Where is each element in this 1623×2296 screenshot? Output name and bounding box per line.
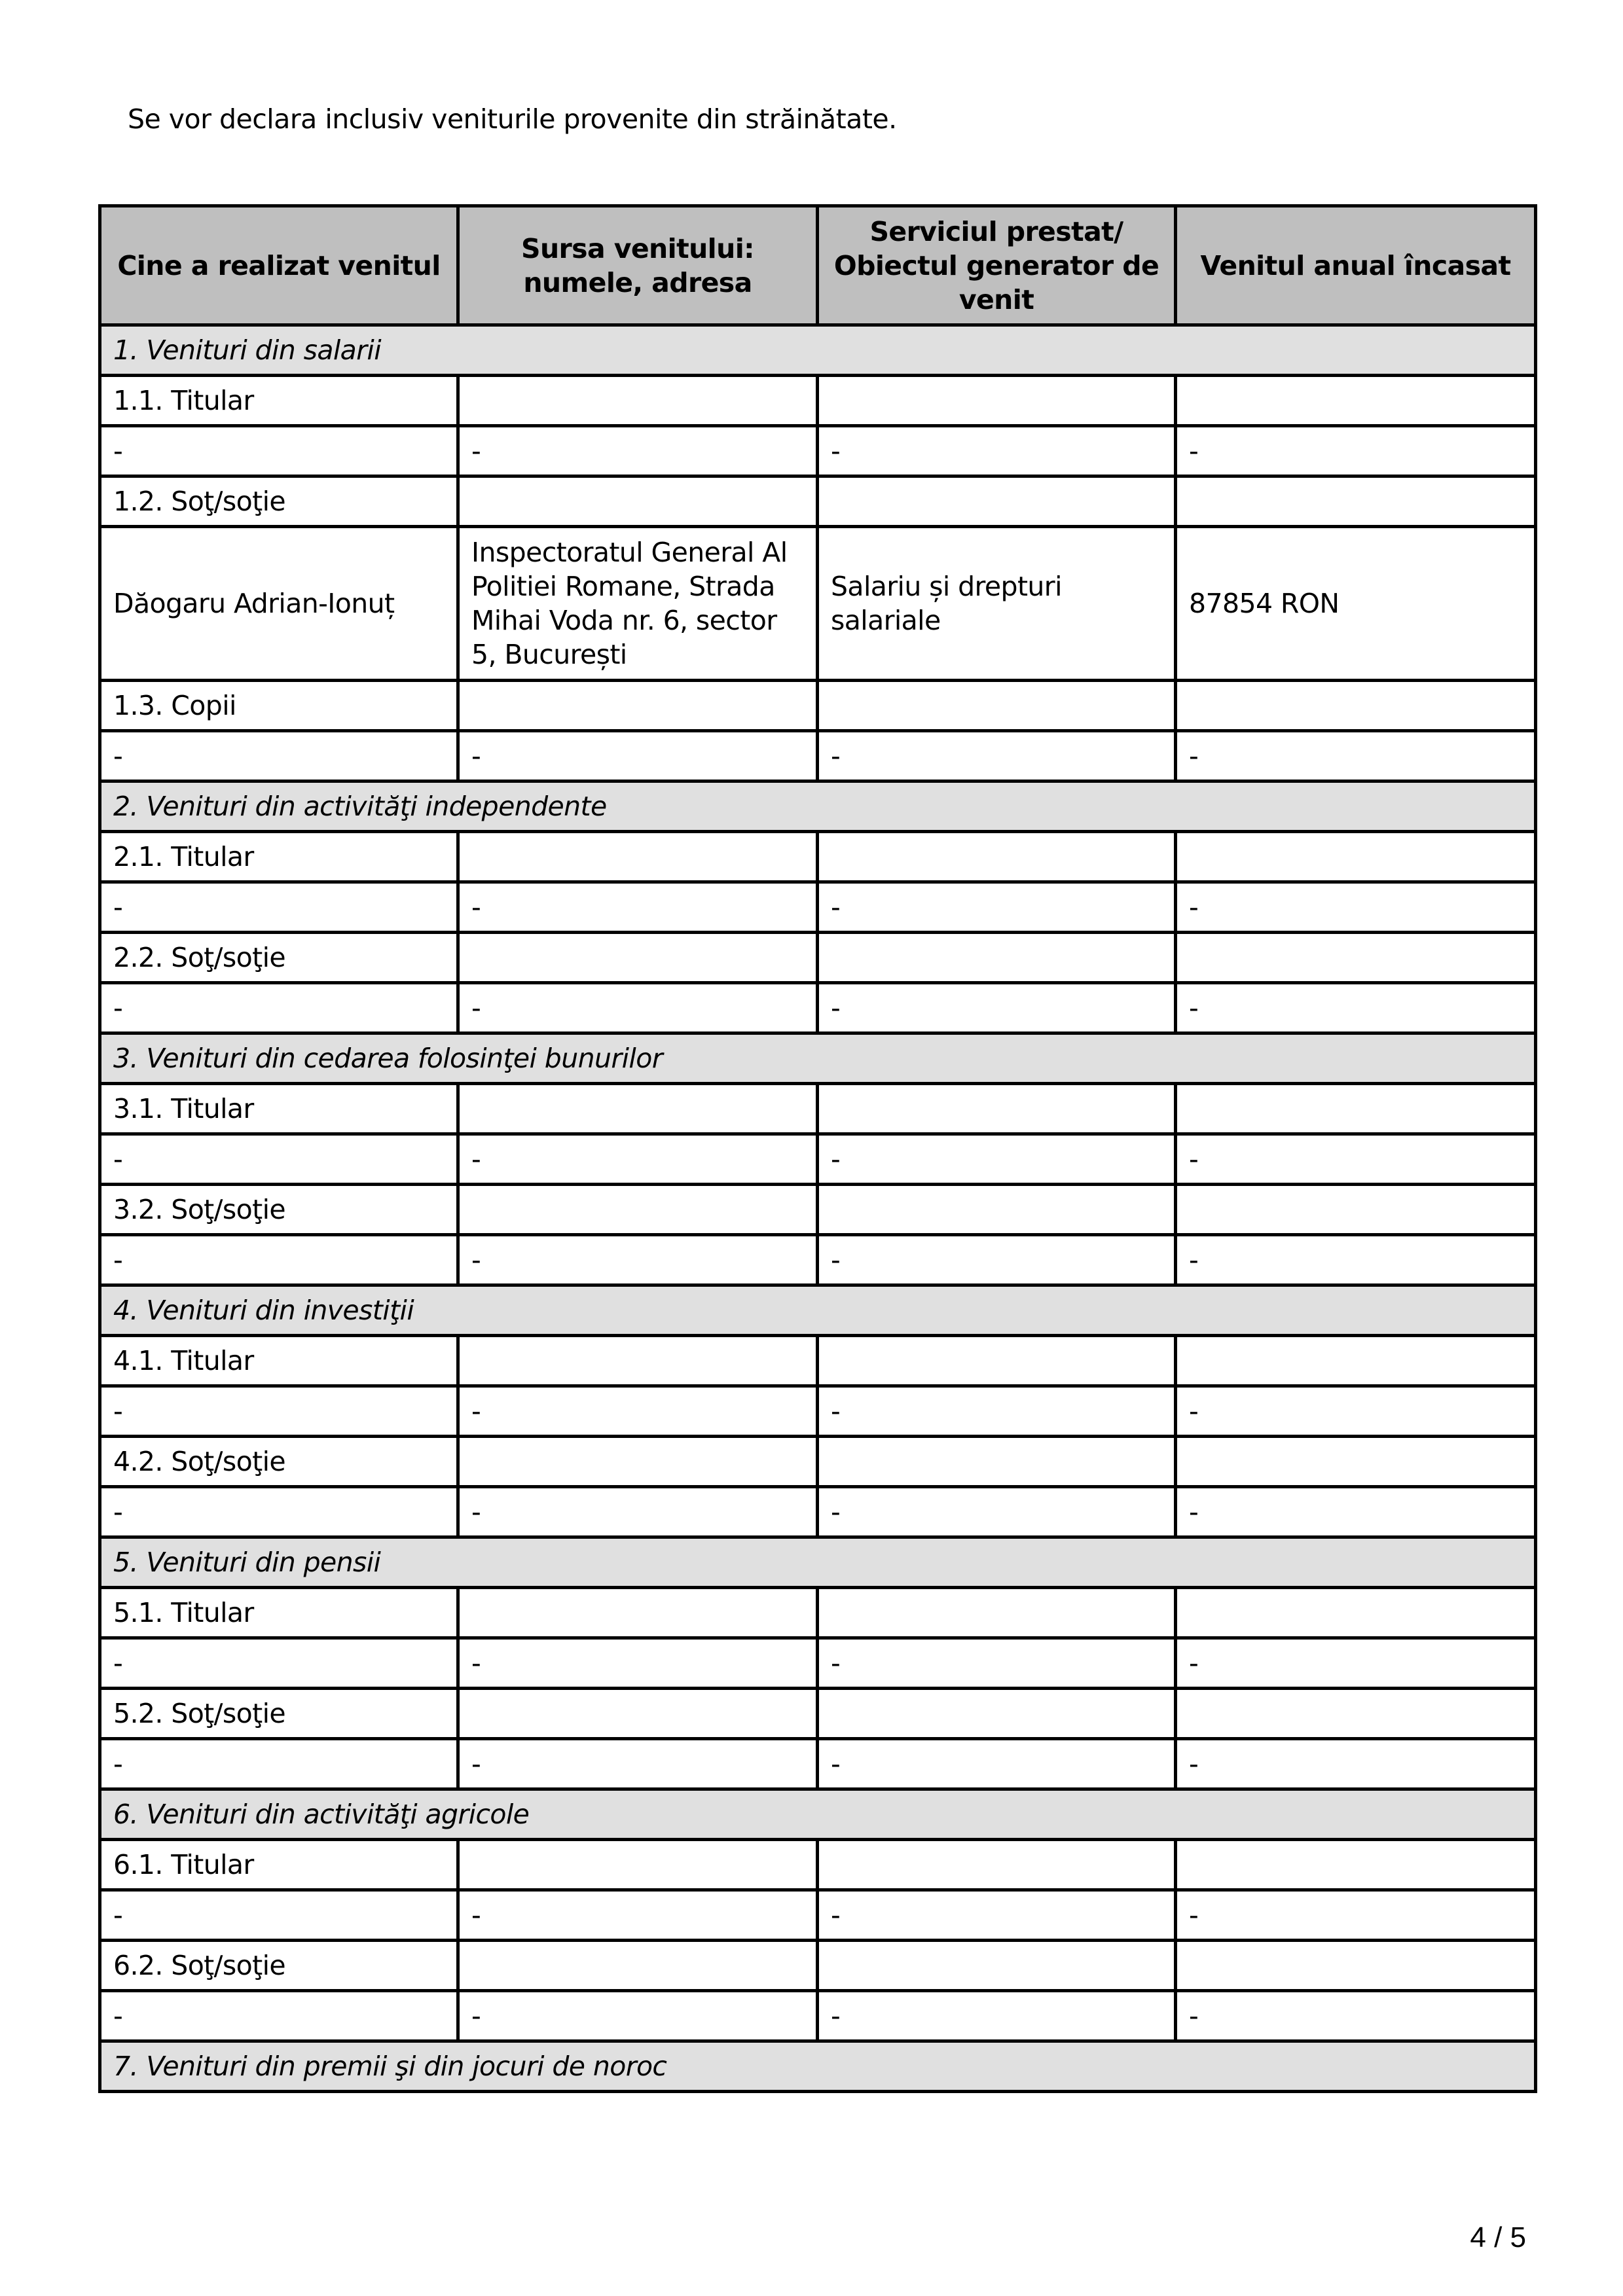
section-row xyxy=(100,1789,1536,1840)
cell-sursa: - xyxy=(458,1638,818,1689)
intro-note: Se vor declara inclusiv veniturile provenite din străinătate. xyxy=(128,103,897,135)
cell-cine: 2.1. Titular xyxy=(100,832,458,882)
cell-sursa xyxy=(458,376,818,426)
cell-cine: 5.2. Soţ/soţie xyxy=(100,1689,458,1739)
cell-venit: - xyxy=(1176,1134,1536,1185)
cell-sursa: - xyxy=(458,1134,818,1185)
cell-venit: - xyxy=(1176,983,1536,1033)
table-row xyxy=(100,1336,1536,1386)
table-row xyxy=(100,681,1536,731)
cell-cine: - xyxy=(100,426,458,476)
cell-sursa xyxy=(458,1185,818,1235)
cell-serviciu: - xyxy=(818,1890,1176,1941)
cell-sursa xyxy=(458,1084,818,1134)
cell-sursa: Inspectoratul General Al Politiei Romane, Strada Mihai Voda nr. 6, sector 5, București xyxy=(458,527,818,681)
cell-cine: - xyxy=(100,983,458,1033)
cell-venit: - xyxy=(1176,1487,1536,1537)
cell-venit xyxy=(1176,1185,1536,1235)
table-row xyxy=(100,476,1536,527)
header-sursa-venitului: Sursa venitului: numele, adresa xyxy=(458,206,818,325)
header-cine-a-realizat: Cine a realizat venitul xyxy=(100,206,458,325)
cell-sursa: - xyxy=(458,1487,818,1537)
cell-venit xyxy=(1176,1840,1536,1890)
section-title: 2. Venituri din activităţi independente xyxy=(100,781,1536,832)
header-venitul-anual: Venitul anual încasat xyxy=(1176,206,1536,325)
cell-serviciu: Salariu și drepturi salariale xyxy=(818,527,1176,681)
cell-serviciu xyxy=(818,1689,1176,1739)
cell-venit xyxy=(1176,476,1536,527)
cell-cine: - xyxy=(100,1487,458,1537)
cell-cine: - xyxy=(100,882,458,933)
table-header-row xyxy=(100,206,1536,325)
cell-serviciu: - xyxy=(818,882,1176,933)
cell-sursa xyxy=(458,1437,818,1487)
cell-serviciu xyxy=(818,376,1176,426)
table-row xyxy=(100,933,1536,983)
cell-serviciu: - xyxy=(818,1739,1176,1789)
cell-cine: - xyxy=(100,1638,458,1689)
table-row xyxy=(100,731,1536,781)
section-row xyxy=(100,1285,1536,1336)
cell-cine: 6.1. Titular xyxy=(100,1840,458,1890)
cell-serviciu: - xyxy=(818,1991,1176,2041)
cell-venit xyxy=(1176,1437,1536,1487)
cell-sursa: - xyxy=(458,1991,818,2041)
cell-sursa: - xyxy=(458,983,818,1033)
cell-serviciu xyxy=(818,1941,1176,1991)
table-row xyxy=(100,1890,1536,1941)
cell-venit: - xyxy=(1176,1235,1536,1285)
cell-sursa: - xyxy=(458,1890,818,1941)
cell-venit xyxy=(1176,1084,1536,1134)
cell-venit xyxy=(1176,1941,1536,1991)
income-table xyxy=(98,204,1537,2093)
section-row xyxy=(100,781,1536,832)
table-row xyxy=(100,1991,1536,2041)
cell-cine: - xyxy=(100,1991,458,2041)
cell-cine: 1.1. Titular xyxy=(100,376,458,426)
cell-sursa xyxy=(458,933,818,983)
section-row xyxy=(100,325,1536,376)
cell-cine: 4.1. Titular xyxy=(100,1336,458,1386)
cell-cine: - xyxy=(100,1739,458,1789)
cell-venit: - xyxy=(1176,882,1536,933)
cell-serviciu: - xyxy=(818,983,1176,1033)
table-row xyxy=(100,1638,1536,1689)
cell-serviciu: - xyxy=(818,426,1176,476)
cell-serviciu: - xyxy=(818,1134,1176,1185)
cell-cine: 3.1. Titular xyxy=(100,1084,458,1134)
table-row xyxy=(100,882,1536,933)
cell-sursa xyxy=(458,681,818,731)
table-row xyxy=(100,832,1536,882)
table-row xyxy=(100,1588,1536,1638)
income-table-body xyxy=(100,325,1536,2092)
cell-sursa xyxy=(458,1689,818,1739)
cell-serviciu: - xyxy=(818,1638,1176,1689)
cell-venit: - xyxy=(1176,731,1536,781)
cell-serviciu xyxy=(818,1437,1176,1487)
cell-cine: - xyxy=(100,1134,458,1185)
cell-sursa: - xyxy=(458,882,818,933)
table-row xyxy=(100,1185,1536,1235)
cell-sursa: - xyxy=(458,1235,818,1285)
cell-venit: - xyxy=(1176,426,1536,476)
cell-serviciu xyxy=(818,832,1176,882)
cell-cine: 1.2. Soţ/soţie xyxy=(100,476,458,527)
cell-venit xyxy=(1176,1689,1536,1739)
cell-serviciu xyxy=(818,476,1176,527)
cell-cine: Dăogaru Adrian-Ionuț xyxy=(100,527,458,681)
cell-serviciu xyxy=(818,1084,1176,1134)
cell-venit xyxy=(1176,376,1536,426)
cell-venit xyxy=(1176,1588,1536,1638)
section-title: 1. Venituri din salarii xyxy=(100,325,1536,376)
cell-sursa xyxy=(458,1941,818,1991)
cell-venit: - xyxy=(1176,1386,1536,1437)
section-row xyxy=(100,1537,1536,1588)
cell-sursa xyxy=(458,832,818,882)
section-title: 4. Venituri din investiţii xyxy=(100,1285,1536,1336)
cell-cine: 6.2. Soţ/soţie xyxy=(100,1941,458,1991)
table-row xyxy=(100,426,1536,476)
cell-venit xyxy=(1176,933,1536,983)
cell-cine: 5.1. Titular xyxy=(100,1588,458,1638)
cell-serviciu: - xyxy=(818,1386,1176,1437)
cell-serviciu xyxy=(818,933,1176,983)
table-row xyxy=(100,1739,1536,1789)
cell-venit: - xyxy=(1176,1991,1536,2041)
table-row xyxy=(100,1840,1536,1890)
section-title: 7. Venituri din premii şi din jocuri de noroc xyxy=(100,2041,1536,2092)
section-row xyxy=(100,2041,1536,2092)
section-row xyxy=(100,1033,1536,1084)
header-serviciul-prestat: Serviciul prestat/ Obiectul generator de venit xyxy=(818,206,1176,325)
cell-sursa: - xyxy=(458,1386,818,1437)
table-row xyxy=(100,1235,1536,1285)
cell-cine: 4.2. Soţ/soţie xyxy=(100,1437,458,1487)
cell-serviciu xyxy=(818,1588,1176,1638)
cell-venit xyxy=(1176,832,1536,882)
cell-sursa xyxy=(458,476,818,527)
cell-serviciu: - xyxy=(818,731,1176,781)
cell-venit: - xyxy=(1176,1890,1536,1941)
cell-serviciu xyxy=(818,1840,1176,1890)
cell-venit: - xyxy=(1176,1739,1536,1789)
cell-serviciu xyxy=(818,1336,1176,1386)
cell-sursa xyxy=(458,1336,818,1386)
table-row xyxy=(100,983,1536,1033)
section-title: 5. Venituri din pensii xyxy=(100,1537,1536,1588)
cell-cine: - xyxy=(100,1890,458,1941)
cell-cine: - xyxy=(100,1235,458,1285)
cell-venit: 87854 RON xyxy=(1176,527,1536,681)
cell-serviciu: - xyxy=(818,1235,1176,1285)
cell-sursa: - xyxy=(458,426,818,476)
cell-venit: - xyxy=(1176,1638,1536,1689)
cell-cine: 3.2. Soţ/soţie xyxy=(100,1185,458,1235)
table-row xyxy=(100,1487,1536,1537)
cell-serviciu: - xyxy=(818,1487,1176,1537)
table-row xyxy=(100,376,1536,426)
cell-venit xyxy=(1176,681,1536,731)
table-row xyxy=(100,527,1536,681)
table-row xyxy=(100,1084,1536,1134)
cell-cine: - xyxy=(100,1386,458,1437)
table-row xyxy=(100,1941,1536,1991)
table-row xyxy=(100,1386,1536,1437)
table-row xyxy=(100,1689,1536,1739)
cell-venit xyxy=(1176,1336,1536,1386)
cell-serviciu xyxy=(818,1185,1176,1235)
table-row xyxy=(100,1437,1536,1487)
cell-sursa xyxy=(458,1588,818,1638)
cell-cine: - xyxy=(100,731,458,781)
cell-sursa: - xyxy=(458,731,818,781)
table-row xyxy=(100,1134,1536,1185)
cell-serviciu xyxy=(818,681,1176,731)
page-number: 4 / 5 xyxy=(1470,2221,1526,2253)
cell-cine: 1.3. Copii xyxy=(100,681,458,731)
section-title: 3. Venituri din cedarea folosinţei bunurilor xyxy=(100,1033,1536,1084)
cell-cine: 2.2. Soţ/soţie xyxy=(100,933,458,983)
cell-sursa: - xyxy=(458,1739,818,1789)
cell-sursa xyxy=(458,1840,818,1890)
section-title: 6. Venituri din activităţi agricole xyxy=(100,1789,1536,1840)
